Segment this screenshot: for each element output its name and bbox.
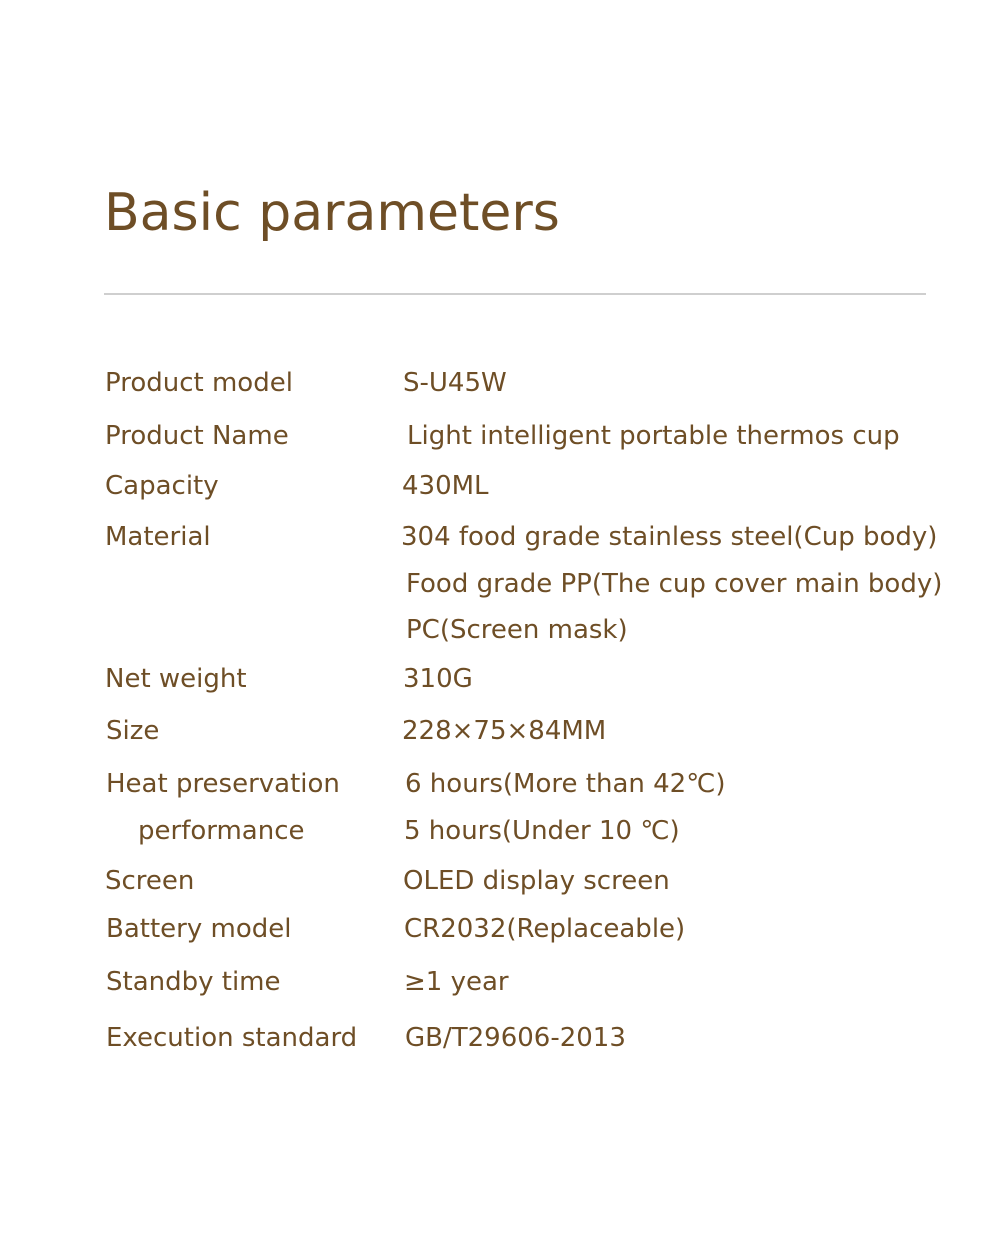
param-value-heat-preservation-1: 6 hours(More than 42℃): [405, 769, 726, 799]
param-value-net-weight: 310G: [403, 664, 473, 694]
param-label-screen: Screen: [105, 866, 195, 896]
param-value-material-3: PC(Screen mask): [406, 615, 628, 645]
param-label-material: Material: [105, 522, 211, 552]
title-divider: [104, 293, 926, 295]
param-label-battery-model: Battery model: [106, 914, 292, 944]
param-label-capacity: Capacity: [105, 471, 219, 501]
param-label-execution-standard: Execution standard: [106, 1023, 358, 1053]
param-label-heat-preservation-line2: performance: [138, 816, 305, 846]
param-value-execution-standard: GB/T29606-2013: [405, 1023, 626, 1053]
param-value-heat-preservation-2: 5 hours(Under 10 ℃): [404, 816, 680, 846]
param-value-product-name: Light intelligent portable thermos cup: [407, 421, 900, 451]
param-value-material-1: 304 food grade stainless steel(Cup body): [401, 522, 938, 552]
param-label-heat-preservation: Heat preservation: [106, 769, 340, 799]
param-label-product-model: Product model: [105, 368, 293, 398]
param-value-battery-model: CR2032(Replaceable): [404, 914, 686, 944]
param-value-screen: OLED display screen: [403, 866, 670, 896]
param-value-capacity: 430ML: [402, 471, 489, 501]
param-value-size: 228×75×84MM: [402, 716, 607, 746]
param-label-size: Size: [106, 716, 160, 746]
param-label-standby-time: Standby time: [106, 967, 281, 997]
page-title: Basic parameters: [104, 183, 560, 243]
param-label-product-name: Product Name: [105, 421, 289, 451]
param-value-material-2: Food grade PP(The cup cover main body): [406, 569, 943, 599]
param-value-standby-time: ≥1 year: [404, 967, 509, 997]
param-value-product-model: S-U45W: [403, 368, 507, 398]
param-label-net-weight: Net weight: [105, 664, 247, 694]
